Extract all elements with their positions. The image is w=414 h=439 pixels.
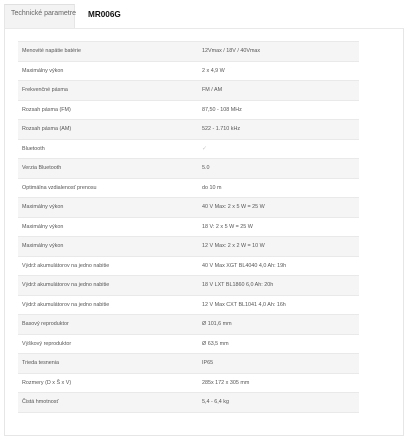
table-row [18, 374, 359, 394]
spec-value: 18 V: 2 x 5 W = 25 W [202, 223, 253, 230]
spec-label: Výdrž akumulátorov na jedno nabitie [22, 262, 110, 269]
spec-value: Ø 101,6 mm [202, 321, 232, 327]
spec-label: Výdrž akumulátorov na jedno nabitie [22, 282, 110, 288]
spec-label: Maximálny výkon [22, 204, 64, 210]
spec-label: Rozsah pásma (FM) [22, 106, 71, 113]
table-row [18, 315, 359, 335]
table-row [18, 140, 359, 160]
spec-value: 285x 172 x 305 mm [202, 379, 250, 386]
spec-label: Výškový reproduktor [22, 340, 72, 347]
spec-value: Ø 63,5 mm [202, 340, 229, 347]
table-row [18, 276, 359, 296]
spec-label: Výdrž akumulátorov na jedno nabitie [22, 301, 110, 308]
spec-value: 522 - 1.710 kHz [202, 126, 241, 132]
spec-value: 87,50 - 108 MHz [202, 106, 242, 113]
model-label: MR006G [88, 10, 121, 19]
spec-value: 40 V Max: 2 x 5 W = 25 W [202, 204, 265, 210]
table-row [18, 120, 359, 140]
spec-label: Rozmery (D x Š x V) [22, 379, 72, 386]
tab-technical-parameters[interactable] [4, 4, 75, 29]
specs-panel [4, 28, 404, 436]
table-row [18, 159, 359, 179]
spec-value: do 10 m [202, 184, 222, 191]
table-row [18, 257, 359, 277]
table-row [18, 62, 359, 82]
spec-label: Verzia Bluetooth [22, 165, 62, 171]
spec-label: Trieda tesnenia [22, 360, 59, 366]
table-row [18, 335, 359, 355]
spec-label: Menovité napätie batérie [22, 48, 82, 54]
spec-value: 5.0 [202, 165, 210, 171]
check-icon: ✓ [202, 145, 208, 152]
spec-value: 2 x 4,9 W [202, 67, 225, 74]
table-row [18, 296, 359, 316]
spec-value: 12 V Max CXT BL1041 4,0 Ah: 16h [202, 301, 286, 308]
spec-label: Bluetooth [22, 145, 45, 152]
table-row [18, 237, 359, 257]
spec-value: 5,4 - 6,4 kg [202, 399, 229, 405]
table-row [18, 179, 359, 199]
table-row [18, 42, 359, 62]
table-row [18, 198, 359, 218]
spec-value: 18 V LXT BL1860 6,0 Ah: 20h [202, 282, 274, 288]
tab-technical-parameters-label: Technické parametre [11, 10, 76, 17]
spec-label: Basový reproduktor [22, 321, 69, 327]
spec-value: IP65 [202, 360, 214, 366]
spec-label: Rozsah pásma (AM) [22, 126, 72, 132]
table-row [18, 354, 359, 374]
spec-label: Frekvenčné pásma [22, 87, 68, 93]
spec-value: FM / AM [202, 87, 223, 93]
spec-value: 12 V Max: 2 x 2 W = 10 W [202, 243, 265, 249]
table-row [18, 393, 359, 413]
spec-label: Maximálny výkon [22, 223, 64, 230]
spec-table [18, 41, 359, 413]
table-row [18, 218, 359, 238]
spec-label: Maximálny výkon [22, 67, 64, 74]
tab-bar [4, 0, 404, 30]
spec-label: Optimálna vzdialenosť prenosu [22, 184, 97, 191]
table-row [18, 81, 359, 101]
spec-value: 12Vmax / 18V / 40Vmax [202, 48, 261, 54]
spec-value: 40 V Max XGT BL4040 4,0 Ah: 19h [202, 262, 287, 269]
spec-label: Maximálny výkon [22, 243, 64, 249]
spec-label: Čistá hmotnosť [22, 399, 59, 405]
table-row [18, 101, 359, 121]
